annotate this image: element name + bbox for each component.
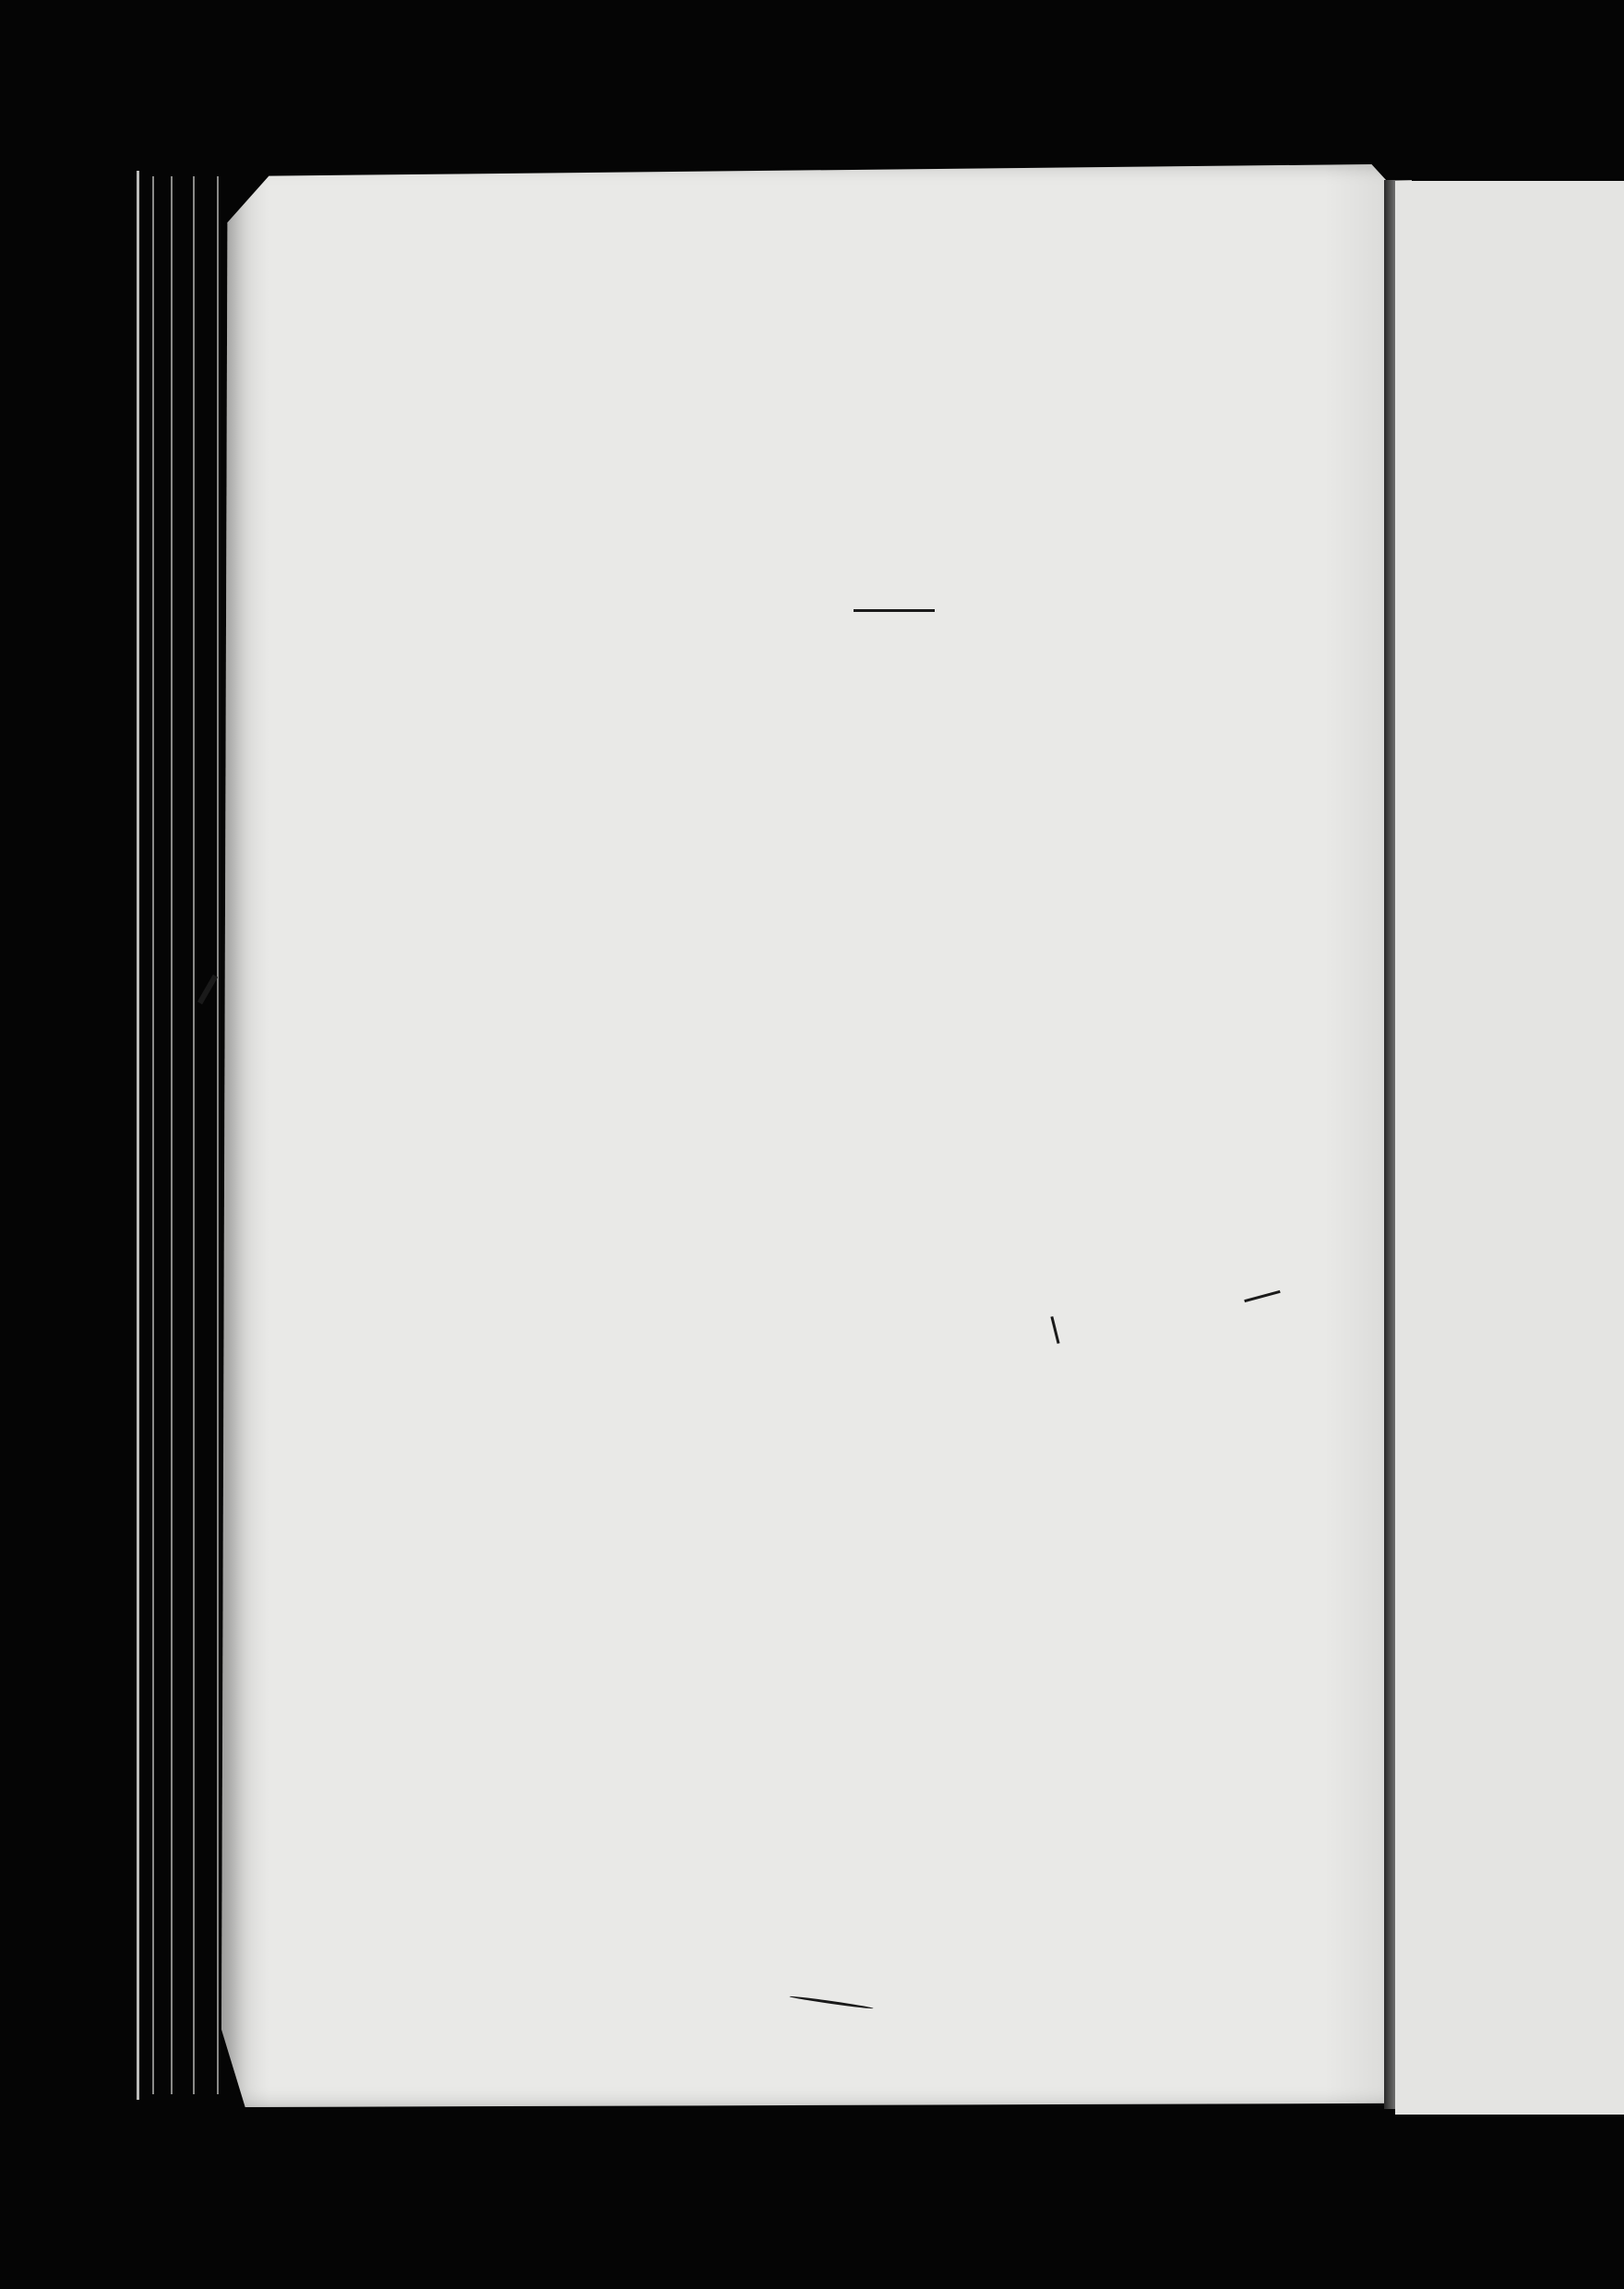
section-rule <box>854 609 935 612</box>
left-page <box>221 164 1407 2107</box>
right-page <box>1395 181 1624 2115</box>
